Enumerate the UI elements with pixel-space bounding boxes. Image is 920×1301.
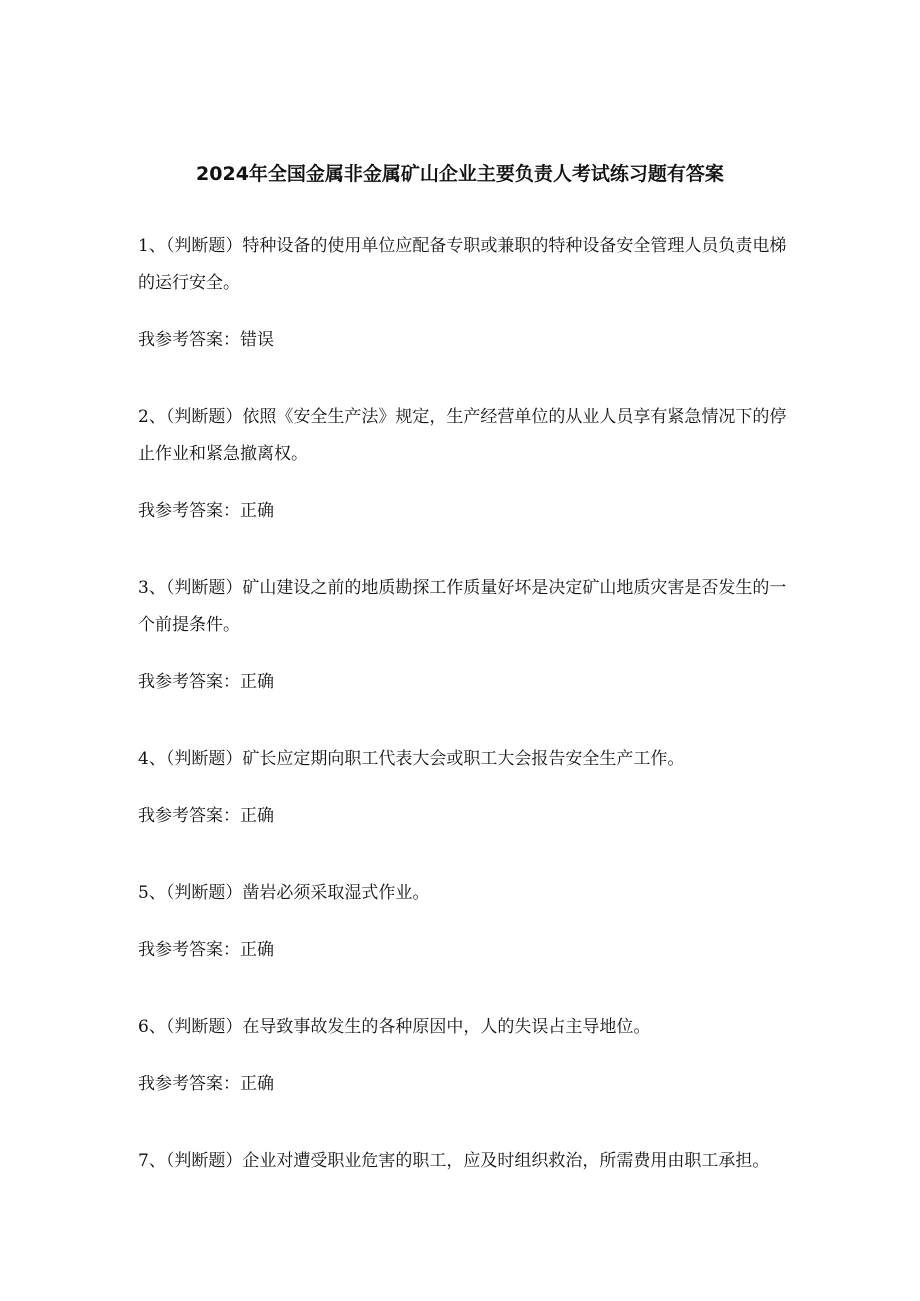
question-item-2 — [138, 399, 788, 473]
answer-value: 正确 — [240, 501, 274, 521]
answer-line-1 — [138, 322, 788, 359]
question-item-5 — [138, 875, 788, 912]
answer-label: 我参考答案： — [138, 501, 240, 521]
question-type: （判断题） — [165, 883, 243, 903]
question-number: 1、 — [138, 236, 166, 256]
question-text: 矿长应定期向职工代表大会或职工大会报告安全生产工作。 — [242, 749, 685, 769]
answer-line-3 — [138, 664, 788, 701]
answer-line-4 — [138, 798, 788, 835]
question-item-6 — [138, 1009, 788, 1046]
question-text: 矿山建设之前的地质勘探工作质量好坏是决定矿山地质灾害是否发生的一个前提条件。 — [138, 578, 787, 635]
question-text: 在导致事故发生的各种原因中，人的失误占主导地位。 — [242, 1017, 651, 1037]
answer-value: 正确 — [240, 1074, 274, 1094]
question-type: （判断题） — [165, 236, 243, 256]
question-number: 4、 — [138, 749, 166, 769]
question-text: 企业对遭受职业危害的职工，应及时组织救治，所需费用由职工承担。 — [242, 1151, 770, 1171]
answer-line-5 — [138, 932, 788, 969]
page-title: 2024年全国金属非金属矿山企业主要负责人考试练习题有答案 — [196, 163, 724, 185]
answer-label: 我参考答案： — [138, 330, 240, 350]
question-list — [138, 228, 788, 1200]
answer-value: 正确 — [240, 672, 274, 692]
question-number: 6、 — [138, 1017, 166, 1037]
question-number: 7、 — [138, 1151, 166, 1171]
answer-line-6 — [138, 1066, 788, 1103]
question-type: （判断题） — [165, 578, 243, 598]
question-type: （判断题） — [165, 1017, 243, 1037]
answer-label: 我参考答案： — [138, 672, 240, 692]
question-number: 5、 — [138, 883, 166, 903]
question-type: （判断题） — [165, 749, 243, 769]
answer-label: 我参考答案： — [138, 1074, 240, 1094]
answer-label: 我参考答案： — [138, 940, 240, 960]
answer-label: 我参考答案： — [138, 806, 240, 826]
question-type: （判断题） — [165, 407, 243, 427]
question-text: 依照《安全生产法》规定，生产经营单位的从业人员享有紧急情况下的停止作业和紧急撤离权。 — [138, 407, 787, 464]
answer-line-2 — [138, 493, 788, 530]
question-type: （判断题） — [165, 1151, 243, 1171]
question-item-3 — [138, 570, 788, 644]
answer-value: 正确 — [240, 940, 274, 960]
answer-value: 错误 — [240, 330, 274, 350]
question-text: 特种设备的使用单位应配备专职或兼职的特种设备安全管理人员负责电梯的运行安全。 — [138, 236, 787, 293]
answer-value: 正确 — [240, 806, 274, 826]
question-number: 2、 — [138, 407, 166, 427]
question-item-1 — [138, 228, 788, 302]
question-number: 3、 — [138, 578, 166, 598]
question-item-7 — [138, 1143, 788, 1180]
question-text: 凿岩必须采取湿式作业。 — [242, 883, 430, 903]
question-item-4 — [138, 741, 788, 778]
